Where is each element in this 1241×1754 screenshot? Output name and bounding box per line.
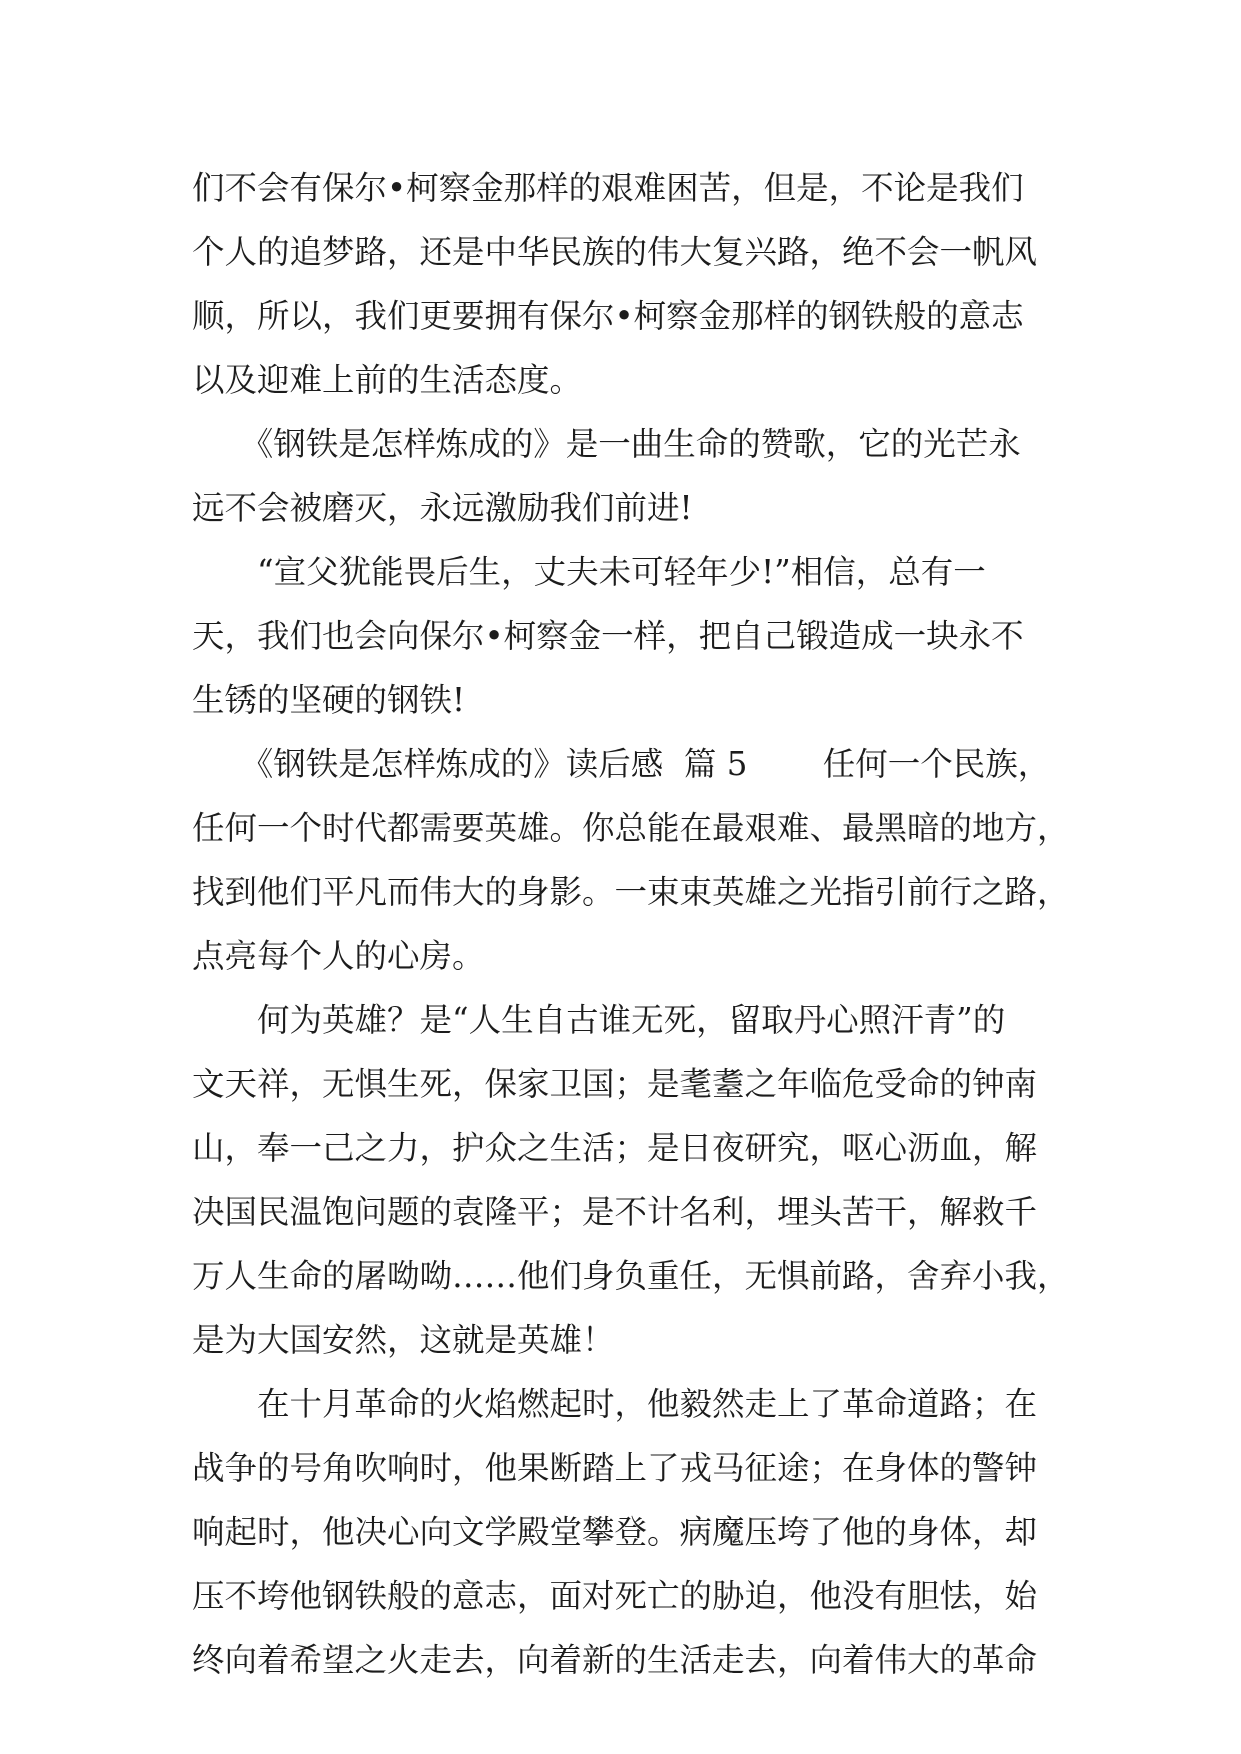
section-heading-line: 《钢铁是怎样炼成的》读后感 篇 5 任何一个民族，: [192, 745, 1051, 783]
text-line: 何为英雄？是“人生自古谁无死，留取丹心照汗青”的: [192, 1001, 1006, 1039]
text-line: 战争的号角吹响时，他果断踏上了戎马征途；在身体的警钟: [192, 1449, 1038, 1487]
text-line: 任何一个时代都需要英雄。你总能在最艰难、最黑暗的地方，: [192, 809, 1070, 847]
text-line: 生锈的坚硬的钢铁!: [192, 681, 466, 719]
text-line: 天，我们也会向保尔•柯察金一样，把自己锻造成一块永不: [192, 617, 1024, 655]
text-line: 点亮每个人的心房。: [192, 937, 485, 975]
text-line: 是为大国安然，这就是英雄！: [192, 1321, 615, 1359]
text-line: 以及迎难上前的生活态度。: [192, 361, 583, 399]
text-line: 文天祥，无惧生死，保家卫国；是耄耋之年临危受命的钟南: [192, 1065, 1038, 1103]
text-line: 山，奉一己之力，护众之生活；是日夜研究，呕心沥血，解: [192, 1129, 1038, 1167]
text-line: 终向着希望之火走去，向着新的生活走去，向着伟大的革命: [192, 1641, 1038, 1679]
text-line: 个人的追梦路，还是中华民族的伟大复兴路，绝不会一帆风: [192, 233, 1038, 271]
text-line: 在十月革命的火焰燃起时，他毅然走上了革命道路；在: [192, 1385, 1038, 1423]
text-line: “宣父犹能畏后生，丈夫未可轻年少!”相信，总有一: [192, 553, 986, 591]
text-line: 《钢铁是怎样炼成的》是一曲生命的赞歌，它的光芒永: [192, 425, 1021, 463]
text-line: 远不会被磨灭，永远激励我们前进!: [192, 489, 693, 527]
text-line: 响起时，他决心向文学殿堂攀登。病魔压垮了他的身体，却: [192, 1513, 1038, 1551]
text-line: 顺，所以，我们更要拥有保尔•柯察金那样的钢铁般的意志: [192, 297, 1024, 335]
text-line: 找到他们平凡而伟大的身影。一束束英雄之光指引前行之路，: [192, 873, 1070, 911]
text-line: 决国民温饱问题的袁隆平；是不计名利，埋头苦干，解救千: [192, 1193, 1038, 1231]
text-line: 们不会有保尔•柯察金那样的艰难困苦，但是，不论是我们: [192, 169, 1024, 207]
text-line: 压不垮他钢铁般的意志，面对死亡的胁迫，他没有胆怯，始: [192, 1577, 1038, 1615]
body-text: [192, 156, 1070, 1692]
text-line: 万人生命的屠呦呦……他们身负重任，无惧前路，舍弃小我，: [192, 1257, 1070, 1295]
